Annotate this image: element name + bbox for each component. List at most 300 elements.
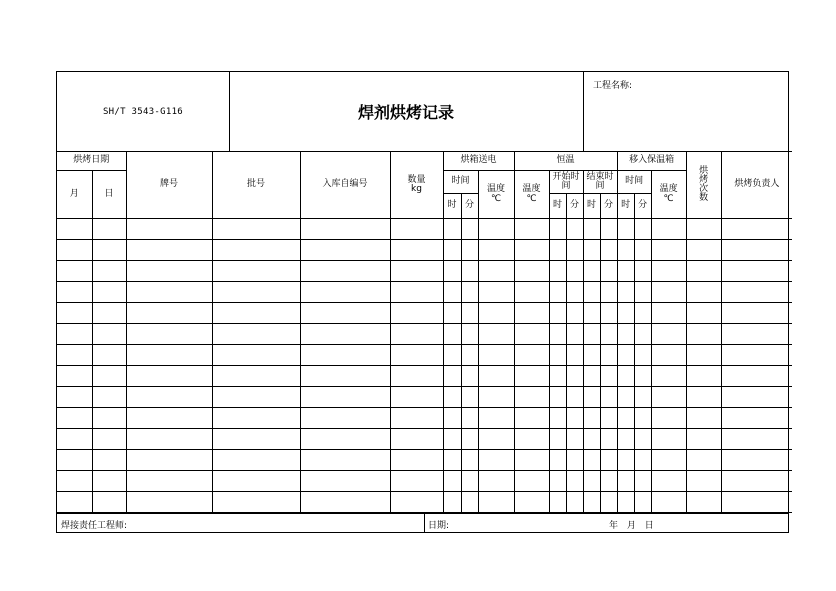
entry-cell[interactable] bbox=[57, 219, 92, 240]
entry-cell[interactable] bbox=[57, 429, 92, 450]
move-box-temp bbox=[651, 171, 686, 219]
entry-cell[interactable] bbox=[126, 387, 212, 408]
entry-cell[interactable] bbox=[390, 366, 443, 387]
entry-cell[interactable] bbox=[300, 261, 390, 282]
entry-cell[interactable] bbox=[212, 261, 300, 282]
entry-cell[interactable] bbox=[461, 282, 478, 303]
entry-cell[interactable] bbox=[721, 303, 792, 324]
oven-temp bbox=[478, 171, 514, 219]
entry-cell[interactable] bbox=[514, 408, 549, 429]
entry-cell[interactable] bbox=[478, 282, 514, 303]
table-row bbox=[57, 219, 792, 240]
entry-cell[interactable] bbox=[549, 324, 566, 345]
entry-cell[interactable] bbox=[549, 240, 566, 261]
oven-time: 时间 bbox=[443, 171, 478, 194]
entry-cell[interactable] bbox=[92, 492, 126, 513]
table-row bbox=[57, 387, 792, 408]
entry-cell[interactable] bbox=[600, 387, 617, 408]
entry-cell[interactable] bbox=[651, 366, 686, 387]
entry-cell[interactable] bbox=[634, 303, 651, 324]
entry-cell[interactable] bbox=[686, 261, 721, 282]
entry-cell[interactable] bbox=[461, 261, 478, 282]
entry-cell[interactable] bbox=[126, 240, 212, 261]
entry-cell[interactable] bbox=[514, 345, 549, 366]
entry-cell[interactable] bbox=[566, 303, 583, 324]
entry-cell[interactable] bbox=[212, 303, 300, 324]
col-bake-count bbox=[686, 152, 721, 219]
entry-cell[interactable] bbox=[478, 429, 514, 450]
entry-cell[interactable] bbox=[634, 408, 651, 429]
entry-cell[interactable] bbox=[92, 387, 126, 408]
entry-cell[interactable] bbox=[566, 408, 583, 429]
entry-cell[interactable] bbox=[721, 429, 792, 450]
col-constant-temp: 恒温 bbox=[514, 152, 617, 171]
entry-cell[interactable] bbox=[126, 324, 212, 345]
entry-cell[interactable] bbox=[600, 261, 617, 282]
table-row bbox=[57, 429, 792, 450]
entry-cell[interactable] bbox=[686, 366, 721, 387]
col-move-to-box: 移入保温箱 bbox=[617, 152, 686, 171]
entry-cell[interactable] bbox=[549, 366, 566, 387]
entry-cell[interactable] bbox=[57, 240, 92, 261]
entry-cell[interactable] bbox=[478, 408, 514, 429]
table-row bbox=[57, 303, 792, 324]
entry-cell[interactable] bbox=[721, 261, 792, 282]
entry-cell[interactable] bbox=[126, 345, 212, 366]
entry-cell[interactable] bbox=[300, 450, 390, 471]
entry-cell[interactable] bbox=[583, 429, 600, 450]
entry-cell[interactable] bbox=[390, 345, 443, 366]
entry-cell[interactable] bbox=[617, 282, 634, 303]
entry-cell[interactable] bbox=[514, 219, 549, 240]
entry-cell[interactable] bbox=[617, 219, 634, 240]
entry-cell[interactable] bbox=[721, 345, 792, 366]
entry-cell[interactable] bbox=[651, 471, 686, 492]
entry-cell[interactable] bbox=[634, 345, 651, 366]
entry-cell[interactable] bbox=[390, 492, 443, 513]
entry-cell[interactable] bbox=[686, 492, 721, 513]
entry-cell[interactable] bbox=[300, 345, 390, 366]
entry-cell[interactable] bbox=[600, 492, 617, 513]
entry-cell[interactable] bbox=[478, 240, 514, 261]
entry-cell[interactable] bbox=[443, 261, 461, 282]
end-hour: 时 bbox=[583, 194, 600, 219]
date-label: 日期: bbox=[428, 521, 450, 531]
entry-cell[interactable] bbox=[300, 408, 390, 429]
entry-cell[interactable] bbox=[566, 450, 583, 471]
entry-cell[interactable] bbox=[514, 492, 549, 513]
entry-cell[interactable] bbox=[390, 408, 443, 429]
entry-cell[interactable] bbox=[300, 219, 390, 240]
entry-cell[interactable] bbox=[549, 387, 566, 408]
entry-cell[interactable] bbox=[300, 387, 390, 408]
entry-cell[interactable] bbox=[651, 240, 686, 261]
entry-cell[interactable] bbox=[651, 303, 686, 324]
entry-cell[interactable] bbox=[300, 324, 390, 345]
col-warehouse-no: 入库自编号 bbox=[300, 152, 390, 219]
entry-cell[interactable] bbox=[300, 303, 390, 324]
oven-temp-unit: ℃ bbox=[490, 193, 502, 204]
entry-cell[interactable] bbox=[634, 450, 651, 471]
entry-cell[interactable] bbox=[212, 324, 300, 345]
constant-end-time bbox=[583, 171, 617, 194]
entry-cell[interactable] bbox=[549, 303, 566, 324]
entry-cell[interactable] bbox=[583, 408, 600, 429]
entry-cell[interactable] bbox=[92, 303, 126, 324]
bake-count-label: 烘烤次数 bbox=[699, 165, 709, 203]
entry-cell[interactable] bbox=[212, 471, 300, 492]
constant-temp-label: 温度 bbox=[522, 184, 541, 195]
entry-cell[interactable] bbox=[478, 303, 514, 324]
oven-temp-label: 温度 bbox=[487, 184, 506, 195]
entry-cell[interactable] bbox=[461, 324, 478, 345]
col-day: 日 bbox=[92, 171, 126, 219]
entry-cell[interactable] bbox=[634, 429, 651, 450]
entry-cell[interactable] bbox=[443, 429, 461, 450]
entry-cell[interactable] bbox=[390, 282, 443, 303]
entry-cell[interactable] bbox=[651, 261, 686, 282]
entry-cell[interactable] bbox=[443, 282, 461, 303]
entry-cell[interactable] bbox=[686, 240, 721, 261]
oven-hour: 时 bbox=[443, 194, 461, 219]
entry-cell[interactable] bbox=[443, 387, 461, 408]
entry-cell[interactable] bbox=[390, 387, 443, 408]
entry-cell[interactable] bbox=[686, 408, 721, 429]
entry-cell[interactable] bbox=[461, 345, 478, 366]
entry-cell[interactable] bbox=[390, 240, 443, 261]
entry-cell[interactable] bbox=[583, 282, 600, 303]
entry-cell[interactable] bbox=[651, 492, 686, 513]
entry-cell[interactable] bbox=[583, 450, 600, 471]
entry-cell[interactable] bbox=[443, 219, 461, 240]
entry-cell[interactable] bbox=[583, 345, 600, 366]
entry-cell[interactable] bbox=[549, 219, 566, 240]
entry-cell[interactable] bbox=[461, 450, 478, 471]
entry-cell[interactable] bbox=[126, 450, 212, 471]
entry-cell[interactable] bbox=[514, 450, 549, 471]
entry-cell[interactable] bbox=[634, 219, 651, 240]
entry-cell[interactable] bbox=[212, 492, 300, 513]
entry-cell[interactable] bbox=[721, 450, 792, 471]
entry-cell[interactable] bbox=[566, 324, 583, 345]
entry-cell[interactable] bbox=[617, 408, 634, 429]
entry-cell[interactable] bbox=[721, 240, 792, 261]
project-name-field[interactable] bbox=[583, 72, 788, 151]
entry-cell[interactable] bbox=[461, 492, 478, 513]
entry-cell[interactable] bbox=[92, 219, 126, 240]
entry-cell[interactable] bbox=[514, 471, 549, 492]
entry-cell[interactable] bbox=[686, 387, 721, 408]
entry-cell[interactable] bbox=[651, 450, 686, 471]
entry-cell[interactable] bbox=[92, 282, 126, 303]
entry-cell[interactable] bbox=[212, 450, 300, 471]
end-minute: 分 bbox=[600, 194, 617, 219]
entry-cell[interactable] bbox=[514, 324, 549, 345]
entry-cell[interactable] bbox=[126, 492, 212, 513]
entry-cell[interactable] bbox=[583, 240, 600, 261]
entry-cell[interactable] bbox=[514, 366, 549, 387]
entry-cell[interactable] bbox=[478, 450, 514, 471]
entry-cell[interactable] bbox=[57, 471, 92, 492]
entry-cell[interactable] bbox=[443, 450, 461, 471]
entry-cell[interactable] bbox=[390, 219, 443, 240]
entry-cell[interactable] bbox=[443, 471, 461, 492]
entry-cell[interactable] bbox=[443, 240, 461, 261]
entry-cell[interactable] bbox=[212, 366, 300, 387]
entry-cell[interactable] bbox=[721, 324, 792, 345]
entry-cell[interactable] bbox=[617, 471, 634, 492]
entry-cell[interactable] bbox=[634, 324, 651, 345]
entry-cell[interactable] bbox=[92, 429, 126, 450]
entry-cell[interactable] bbox=[686, 450, 721, 471]
entry-cell[interactable] bbox=[583, 471, 600, 492]
entry-cell[interactable] bbox=[390, 261, 443, 282]
entry-cell[interactable] bbox=[549, 282, 566, 303]
entry-cell[interactable] bbox=[634, 282, 651, 303]
entry-cell[interactable] bbox=[390, 429, 443, 450]
entry-cell[interactable] bbox=[57, 261, 92, 282]
entry-cell[interactable] bbox=[634, 366, 651, 387]
entry-cell[interactable] bbox=[566, 261, 583, 282]
entry-cell[interactable] bbox=[617, 324, 634, 345]
entry-cell[interactable] bbox=[92, 345, 126, 366]
entry-cell[interactable] bbox=[212, 408, 300, 429]
entry-cell[interactable] bbox=[126, 303, 212, 324]
entry-cell[interactable] bbox=[478, 345, 514, 366]
entry-cell[interactable] bbox=[212, 429, 300, 450]
entry-cell[interactable] bbox=[212, 219, 300, 240]
entry-cell[interactable] bbox=[514, 429, 549, 450]
entry-cell[interactable] bbox=[461, 240, 478, 261]
entry-cell[interactable] bbox=[600, 366, 617, 387]
entry-cell[interactable] bbox=[721, 471, 792, 492]
entry-cell[interactable] bbox=[721, 492, 792, 513]
entry-cell[interactable] bbox=[549, 345, 566, 366]
entry-cell[interactable] bbox=[126, 282, 212, 303]
entry-cell[interactable] bbox=[478, 387, 514, 408]
entry-cell[interactable] bbox=[126, 429, 212, 450]
entry-cell[interactable] bbox=[461, 219, 478, 240]
entry-cell[interactable] bbox=[300, 282, 390, 303]
entry-cell[interactable] bbox=[461, 366, 478, 387]
entry-cell[interactable] bbox=[514, 303, 549, 324]
entry-cell[interactable] bbox=[583, 492, 600, 513]
entry-cell[interactable] bbox=[57, 282, 92, 303]
entry-cell[interactable] bbox=[634, 387, 651, 408]
entry-cell[interactable] bbox=[514, 240, 549, 261]
entry-cell[interactable] bbox=[583, 387, 600, 408]
entry-cell[interactable] bbox=[617, 366, 634, 387]
entry-cell[interactable] bbox=[686, 303, 721, 324]
entry-cell[interactable] bbox=[92, 324, 126, 345]
entry-cell[interactable] bbox=[92, 261, 126, 282]
entry-cell[interactable] bbox=[443, 366, 461, 387]
entry-cell[interactable] bbox=[686, 429, 721, 450]
entry-cell[interactable] bbox=[617, 492, 634, 513]
entry-cell[interactable] bbox=[600, 345, 617, 366]
entry-cell[interactable] bbox=[390, 471, 443, 492]
entry-cell[interactable] bbox=[514, 261, 549, 282]
entry-cell[interactable] bbox=[721, 366, 792, 387]
entry-cell[interactable] bbox=[92, 450, 126, 471]
entry-cell[interactable] bbox=[600, 219, 617, 240]
entry-cell[interactable] bbox=[212, 345, 300, 366]
entry-cell[interactable] bbox=[600, 408, 617, 429]
entry-cell[interactable] bbox=[617, 429, 634, 450]
entry-cell[interactable] bbox=[478, 366, 514, 387]
entry-cell[interactable] bbox=[478, 324, 514, 345]
entry-cell[interactable] bbox=[549, 450, 566, 471]
entry-cell[interactable] bbox=[686, 324, 721, 345]
entry-cell[interactable] bbox=[634, 492, 651, 513]
col-brand: 牌号 bbox=[126, 152, 212, 219]
end-time-label: 结束时间 bbox=[586, 171, 614, 191]
entry-cell[interactable] bbox=[721, 387, 792, 408]
entry-cell[interactable] bbox=[57, 324, 92, 345]
year-month-day: 年 月 日 bbox=[609, 521, 654, 531]
entry-cell[interactable] bbox=[300, 366, 390, 387]
entry-cell[interactable] bbox=[92, 240, 126, 261]
entry-cell[interactable] bbox=[478, 261, 514, 282]
entry-cell[interactable] bbox=[721, 282, 792, 303]
entry-cell[interactable] bbox=[583, 303, 600, 324]
entry-cell[interactable] bbox=[617, 240, 634, 261]
entry-cell[interactable] bbox=[686, 345, 721, 366]
entry-cell[interactable] bbox=[478, 492, 514, 513]
entry-cell[interactable] bbox=[300, 240, 390, 261]
entry-cell[interactable] bbox=[478, 471, 514, 492]
entry-cell[interactable] bbox=[514, 282, 549, 303]
entry-cell[interactable] bbox=[57, 492, 92, 513]
entry-cell[interactable] bbox=[443, 492, 461, 513]
entry-cell[interactable] bbox=[390, 303, 443, 324]
table-row bbox=[57, 324, 792, 345]
entry-cell[interactable] bbox=[92, 471, 126, 492]
entry-cell[interactable] bbox=[57, 387, 92, 408]
entry-cell[interactable] bbox=[600, 429, 617, 450]
entry-cell[interactable] bbox=[566, 219, 583, 240]
entry-cell[interactable] bbox=[721, 408, 792, 429]
welding-engineer-label: 焊接责任工程师: bbox=[61, 521, 128, 531]
entry-cell[interactable] bbox=[686, 282, 721, 303]
entry-cell[interactable] bbox=[126, 261, 212, 282]
entry-cell[interactable] bbox=[600, 324, 617, 345]
entry-cell[interactable] bbox=[549, 471, 566, 492]
entry-cell[interactable] bbox=[617, 303, 634, 324]
entry-cell[interactable] bbox=[300, 492, 390, 513]
entry-cell[interactable] bbox=[57, 366, 92, 387]
entry-cell[interactable] bbox=[651, 324, 686, 345]
entry-cell[interactable] bbox=[549, 261, 566, 282]
entry-cell[interactable] bbox=[478, 219, 514, 240]
entry-cell[interactable] bbox=[300, 471, 390, 492]
entry-cell[interactable] bbox=[566, 240, 583, 261]
entry-cell[interactable] bbox=[634, 240, 651, 261]
entry-cell[interactable] bbox=[566, 345, 583, 366]
entry-cell[interactable] bbox=[600, 240, 617, 261]
entry-cell[interactable] bbox=[634, 261, 651, 282]
col-quantity bbox=[390, 152, 443, 219]
entry-cell[interactable] bbox=[390, 450, 443, 471]
entry-cell[interactable] bbox=[600, 282, 617, 303]
entry-cell[interactable] bbox=[443, 408, 461, 429]
entry-cell[interactable] bbox=[721, 219, 792, 240]
entry-cell[interactable] bbox=[600, 303, 617, 324]
entry-cell[interactable] bbox=[634, 471, 651, 492]
entry-cell[interactable] bbox=[617, 261, 634, 282]
entry-cell[interactable] bbox=[92, 366, 126, 387]
entry-cell[interactable] bbox=[651, 345, 686, 366]
entry-cell[interactable] bbox=[126, 366, 212, 387]
entry-cell[interactable] bbox=[617, 345, 634, 366]
entry-cell[interactable] bbox=[514, 387, 549, 408]
entry-cell[interactable] bbox=[566, 492, 583, 513]
entry-cell[interactable] bbox=[583, 324, 600, 345]
entry-cell[interactable] bbox=[600, 450, 617, 471]
entry-cell[interactable] bbox=[583, 366, 600, 387]
entry-cell[interactable] bbox=[57, 345, 92, 366]
table-row bbox=[57, 261, 792, 282]
quantity-label: 数量 bbox=[407, 174, 426, 185]
constant-temp-unit: ℃ bbox=[526, 193, 537, 204]
entry-cell[interactable] bbox=[651, 429, 686, 450]
entry-cell[interactable] bbox=[461, 429, 478, 450]
entry-cell[interactable] bbox=[549, 429, 566, 450]
entry-cell[interactable] bbox=[212, 387, 300, 408]
entry-cell[interactable] bbox=[686, 219, 721, 240]
entry-cell[interactable] bbox=[57, 408, 92, 429]
entry-cell[interactable] bbox=[566, 429, 583, 450]
entry-cell[interactable] bbox=[600, 471, 617, 492]
entry-cell[interactable] bbox=[126, 408, 212, 429]
start-hour: 时 bbox=[549, 194, 566, 219]
entry-cell[interactable] bbox=[461, 303, 478, 324]
entry-cell[interactable] bbox=[126, 471, 212, 492]
entry-cell[interactable] bbox=[583, 261, 600, 282]
entry-cell[interactable] bbox=[549, 408, 566, 429]
entry-cell[interactable] bbox=[651, 387, 686, 408]
entry-cell[interactable] bbox=[212, 282, 300, 303]
entry-cell[interactable] bbox=[390, 324, 443, 345]
entry-cell[interactable] bbox=[651, 282, 686, 303]
entry-cell[interactable] bbox=[651, 408, 686, 429]
oven-minute: 分 bbox=[461, 194, 478, 219]
entry-cell[interactable] bbox=[566, 387, 583, 408]
entry-cell[interactable] bbox=[212, 240, 300, 261]
entry-cell[interactable] bbox=[300, 429, 390, 450]
entry-cell[interactable] bbox=[443, 303, 461, 324]
entry-cell[interactable] bbox=[443, 324, 461, 345]
entry-cell[interactable] bbox=[126, 219, 212, 240]
entry-cell[interactable] bbox=[686, 471, 721, 492]
entry-cell[interactable] bbox=[461, 408, 478, 429]
entry-cell[interactable] bbox=[57, 450, 92, 471]
entry-cell[interactable] bbox=[617, 450, 634, 471]
entry-cell[interactable] bbox=[566, 471, 583, 492]
entry-cell[interactable] bbox=[617, 387, 634, 408]
entry-cell[interactable] bbox=[651, 219, 686, 240]
entry-cell[interactable] bbox=[549, 492, 566, 513]
entry-cell[interactable] bbox=[443, 345, 461, 366]
entry-cell[interactable] bbox=[566, 282, 583, 303]
entry-cell[interactable] bbox=[583, 219, 600, 240]
record-table bbox=[57, 151, 792, 513]
entry-cell[interactable] bbox=[57, 303, 92, 324]
entry-cell[interactable] bbox=[461, 471, 478, 492]
entry-cell[interactable] bbox=[461, 387, 478, 408]
entry-cell[interactable] bbox=[566, 366, 583, 387]
entry-cell[interactable] bbox=[92, 408, 126, 429]
